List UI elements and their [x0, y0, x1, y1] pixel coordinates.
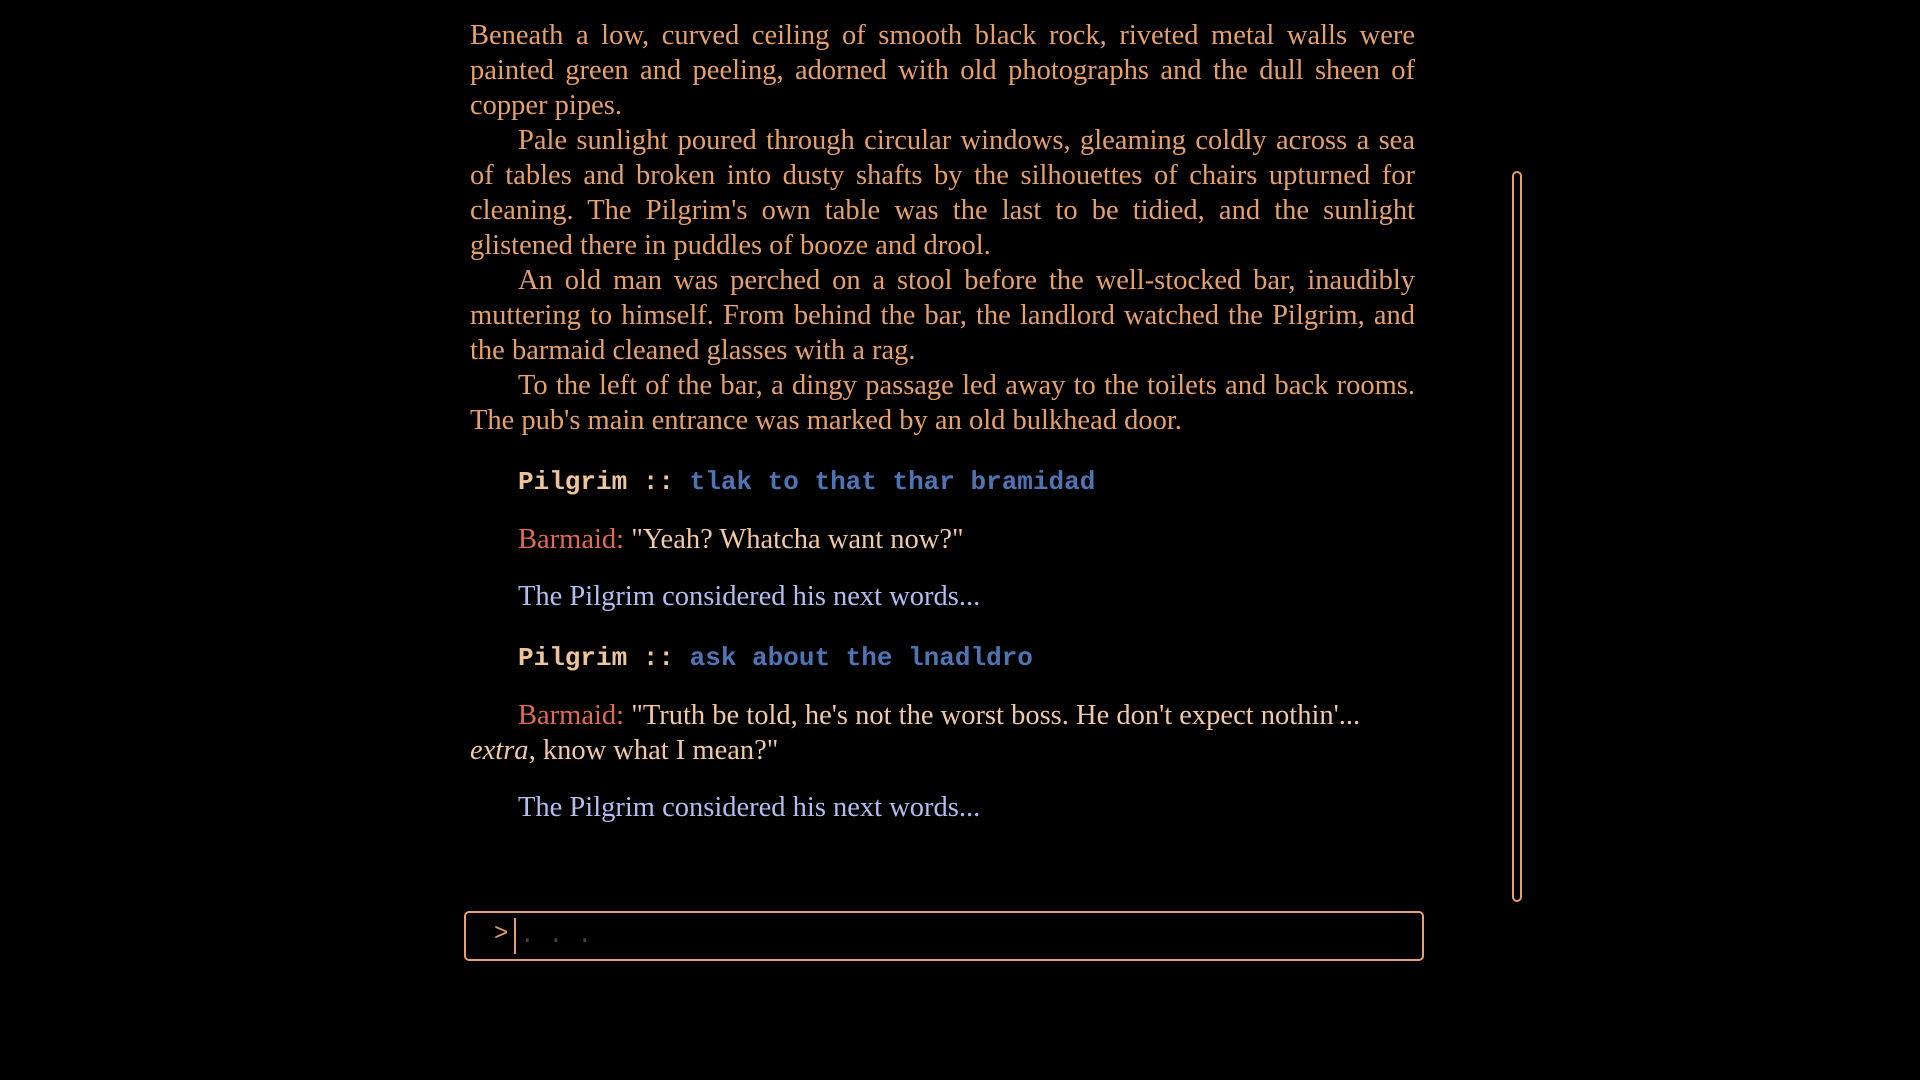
player-command — [518, 465, 1415, 500]
npc-dialogue — [470, 698, 1415, 768]
story-paragraph: Pale sunlight poured through circular windows, gleaming coldly across a sea of tables and broken into dusty shafts by the silhouettes of chairs upturned for cleaning. The Pilgrim's own table was the last to be tidied, and the sunlight glistened there in puddles of booze and drool. — [470, 125, 1415, 261]
command-speaker: Pilgrim — [518, 643, 628, 673]
story-paragraph: An old man was perched on a stool before the well-stocked bar, inaudibly muttering to himself. From behind the bar, the landlord watched the Pilgrim, and the barmaid cleaned glasses with a rag. — [470, 265, 1415, 366]
command-separator: :: — [627, 467, 690, 497]
dialogue-line: "Yeah? Whatcha want now?" — [624, 524, 964, 555]
prompt-chevron-icon: > — [494, 921, 509, 948]
npc-dialogue — [470, 522, 1415, 557]
story-paragraph: Beneath a low, curved ceiling of smooth black rock, riveted metal walls were painted green and peeling, adorned with old photographs and the dull sheen of copper pipes. — [470, 20, 1415, 121]
command-speaker: Pilgrim — [518, 467, 628, 497]
dialogue-line: "Truth be told, he's not the worst boss. He don't expect nothin'... — [624, 700, 1361, 731]
player-command — [518, 641, 1415, 676]
narration-line: The Pilgrim considered his next words... — [518, 792, 981, 823]
command-text: ask about the lnadldro — [689, 643, 1033, 673]
dialogue-speaker: Barmaid: — [518, 524, 625, 555]
story-paragraph: To the left of the bar, a dingy passage led away to the toilets and back rooms. The pub's main entrance was marked by an old bulkhead door. — [470, 370, 1415, 436]
story-scrollbar[interactable] — [1512, 171, 1522, 902]
command-prompt — [464, 911, 1424, 961]
command-input[interactable] — [514, 918, 1410, 954]
dialogue-line: , know what I mean?" — [528, 735, 779, 766]
dialogue-emphasis: extra — [470, 735, 529, 766]
command-separator: :: — [627, 643, 690, 673]
narration-line: The Pilgrim considered his next words... — [518, 581, 981, 612]
dialogue-speaker: Barmaid: — [518, 700, 625, 731]
command-text: tlak to that thar bramidad — [689, 467, 1096, 497]
story-text-area — [470, 18, 1415, 888]
